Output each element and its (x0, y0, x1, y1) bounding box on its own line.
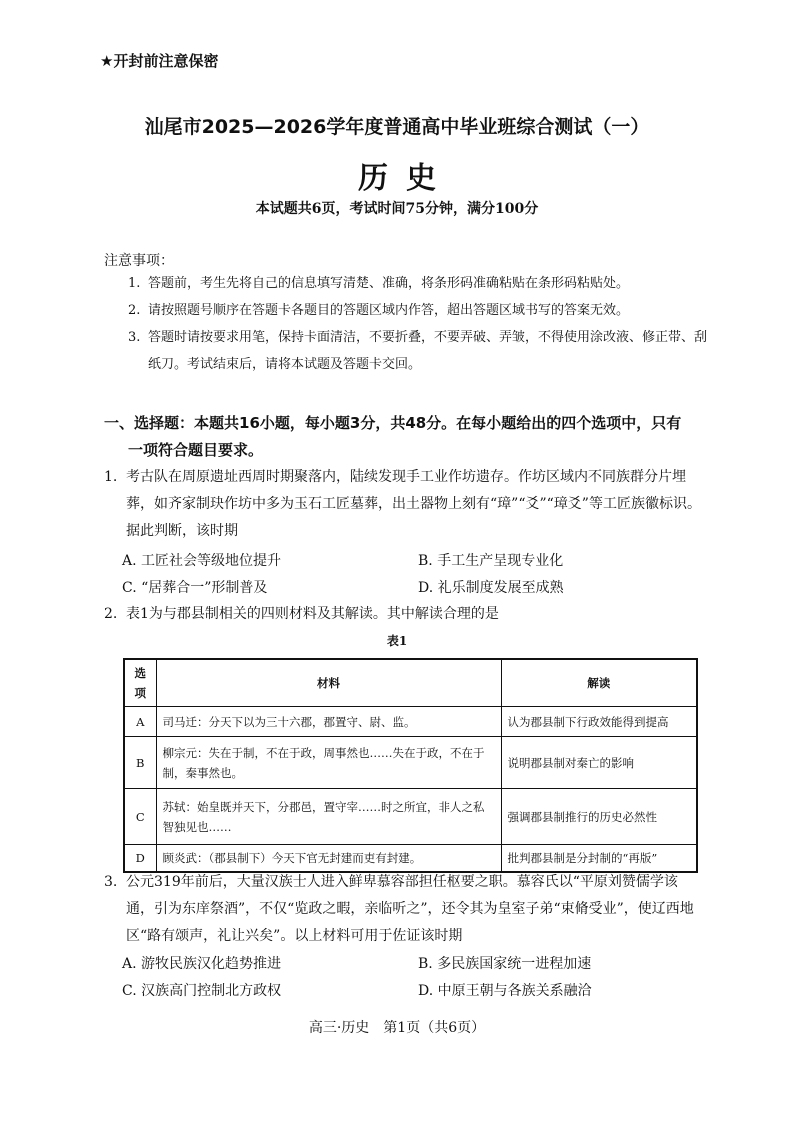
table-row (124, 737, 697, 789)
question-number: 3. (104, 874, 118, 890)
table-cell-reading: 说明郡县制对秦亡的影响 (501, 737, 697, 789)
option-d: D. 礼乐制度发展至成熟 (418, 580, 564, 596)
table-cell-option: D (124, 845, 156, 873)
table-cell-option: A (124, 707, 156, 737)
question-stem: 考古队在周原遗址西周时期聚落内，陆续发现手工业作坊遗存。作坊区域内不同族群分片埋葬，如齐家制玦作坊中多为玉石工匠墓葬，出土器物上刻有“璋”“爻”“璋爻”等工匠族徽标识。据此判断，该时期 (126, 469, 701, 539)
table-cell-option: C (124, 789, 156, 845)
table-cell-reading: 强调郡县制推行的历史必然性 (501, 789, 697, 845)
table-caption: 表1 (386, 634, 408, 648)
option-a: A. 工匠社会等级地位提升 (122, 553, 282, 569)
option-c: C. “居葬合一”形制普及 (122, 580, 268, 596)
note-number: 3. (128, 330, 141, 345)
note-number: 1. (128, 276, 141, 291)
question-1 (104, 464, 704, 545)
note-item (128, 270, 708, 297)
table-header-row (124, 659, 697, 707)
section-heading-line2: 一项符合题目要求。 (128, 441, 264, 459)
exam-info: 本试题共6页，考试时间75分钟，满分100分 (255, 201, 539, 217)
question-stem: 公元319年前后，大量汉族士人进入鲜卑慕容部担任枢要之职。慕容氏以“平原刘赞儒学该通，引为东庠祭酒”，不仅“览政之暇，亲临听之”，还令其为皇室子弟“束脩受业”，使辽西地区“路有颂声，礼让兴矣”。以上材料可用于佐证该时期 (126, 874, 694, 944)
table-header-cell: 选项 (124, 659, 156, 707)
option-a: A. 游牧民族汉化趋势推进 (122, 956, 282, 972)
question-2 (104, 601, 704, 628)
page-footer: 高三·历史 第1页（共6页） (308, 1020, 486, 1036)
table-cell-material: 柳宗元：失在于制，不在于政，周事然也……失在于政，不在于制，秦事然也。 (156, 737, 501, 789)
option-b: B. 手工生产呈现专业化 (418, 553, 564, 569)
table-cell-reading: 认为郡县制下行政效能得到提高 (501, 707, 697, 737)
question-stem: 表1为与郡县制相关的四则材料及其解读。其中解读合理的是 (126, 606, 499, 622)
subject-title: 历史 (358, 161, 454, 196)
table-header-cell: 材料 (156, 659, 501, 707)
table-cell-reading: 批判郡县制是分封制的“再版” (501, 845, 697, 873)
table-1 (123, 658, 698, 873)
option-d: D. 中原王朝与各族关系融洽 (418, 983, 592, 999)
question-3 (104, 869, 704, 950)
table-cell-material: 司马迁：分天下以为三十六郡，郡置守、尉、监。 (156, 707, 501, 737)
question-number: 2. (104, 606, 118, 622)
section-heading-line1: 一、选择题：本题共16小题，每小题3分，共48分。在每小题给出的四个选项中，只有 (104, 414, 682, 432)
notes-heading: 注意事项： (104, 253, 174, 269)
section-heading (104, 410, 704, 464)
table-row (124, 707, 697, 737)
table-cell-material: 苏轼：始皇既并天下，分郡邑，置守宰……时之所宜，非人之私智独见也…… (156, 789, 501, 845)
note-text: 请按照题号顺序在答题卡各题目的答题区域内作答，超出答题区域书写的答案无效。 (148, 303, 630, 318)
note-number: 2. (128, 303, 141, 318)
note-item (128, 324, 708, 378)
table-header-cell: 解读 (501, 659, 697, 707)
table-cell-material: 顾炎武：（郡县制下）今天下官无封建而吏有封建。 (156, 845, 501, 873)
option-b: B. 多民族国家统一进程加速 (418, 956, 592, 972)
table-row (124, 845, 697, 873)
confidential-note: ★开封前注意保密 (100, 52, 219, 70)
question-number: 1. (104, 469, 118, 485)
option-c: C. 汉族高门控制北方政权 (122, 983, 282, 999)
table-cell-option: B (124, 737, 156, 789)
note-text: 答题时请按要求用笔，保持卡面清洁，不要折叠，不要弄破、弄皱，不得使用涂改液、修正带、刮纸刀。考试结束后，请将本试题及答题卡交回。 (148, 330, 708, 372)
table-row (124, 789, 697, 845)
note-text: 答题前，考生先将自己的信息填写清楚、准确，将条形码准确粘贴在条形码粘贴处。 (148, 276, 630, 291)
exam-title: 汕尾市2025—2026学年度普通高中毕业班综合测试（一） (144, 116, 650, 138)
note-item (128, 297, 708, 324)
